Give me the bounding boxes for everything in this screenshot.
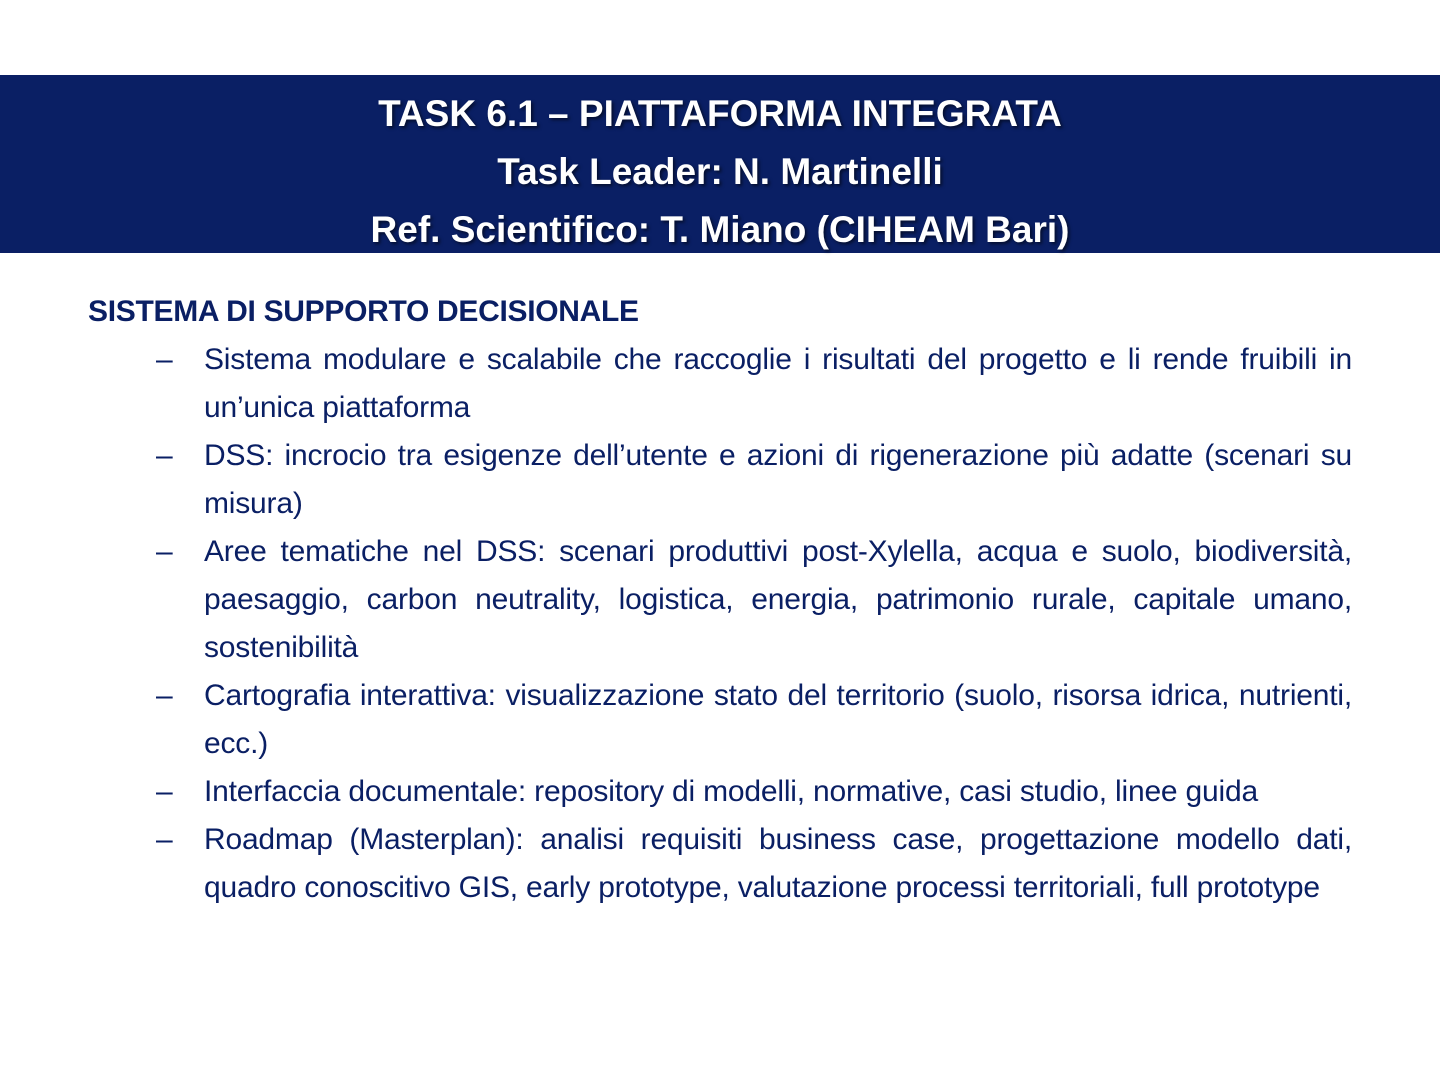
dash-bullet-icon: – — [156, 679, 173, 712]
bullet-text: Roadmap (Masterplan): analisi requisiti business case, progettazione modello dati, quadro conoscitivo GIS, early prototype, valutazione processi territoriali, full prototype — [204, 823, 1352, 904]
bullet-text: Interfaccia documentale: repository di modelli, normative, casi studio, linee guida — [204, 775, 1258, 808]
scientific-reference: Ref. Scientifico: T. Miano (CIHEAM Bari) — [370, 209, 1070, 250]
bullet-text: Sistema modulare e scalabile che raccoglie i risultati del progetto e li rende fruibili in un’unica piattaforma — [204, 343, 1352, 424]
bullet-item — [150, 672, 1352, 768]
dash-bullet-icon: – — [156, 535, 173, 568]
dash-bullet-icon: – — [156, 823, 173, 856]
task-title: TASK 6.1 – PIATTAFORMA INTEGRATA — [378, 93, 1062, 134]
section-heading: SISTEMA DI SUPPORTO DECISIONALE — [88, 295, 639, 328]
bullet-item — [150, 816, 1352, 912]
dash-bullet-icon: – — [156, 775, 173, 808]
bullet-text: DSS: incrocio tra esigenze dell’utente e azioni di rigenerazione più adatte (scenari su misura) — [204, 439, 1352, 520]
bullet-list — [150, 336, 1352, 912]
bullet-item — [150, 528, 1352, 672]
bullet-text: Aree tematiche nel DSS: scenari produttivi post-Xylella, acqua e suolo, biodiversità, paesaggio, carbon neutrality, logistica, energia, patrimonio rurale, capitale umano, sostenibilità — [204, 535, 1352, 664]
bullet-item — [150, 768, 1352, 816]
task-leader: Task Leader: N. Martinelli — [497, 151, 943, 192]
dash-bullet-icon: – — [156, 439, 173, 472]
bullet-item — [150, 432, 1352, 528]
bullet-item — [150, 336, 1352, 432]
title-banner — [0, 75, 1440, 253]
dash-bullet-icon: – — [156, 343, 173, 376]
bullet-text: Cartografia interattiva: visualizzazione stato del territorio (suolo, risorsa idrica, nutrienti, ecc.) — [204, 679, 1352, 760]
